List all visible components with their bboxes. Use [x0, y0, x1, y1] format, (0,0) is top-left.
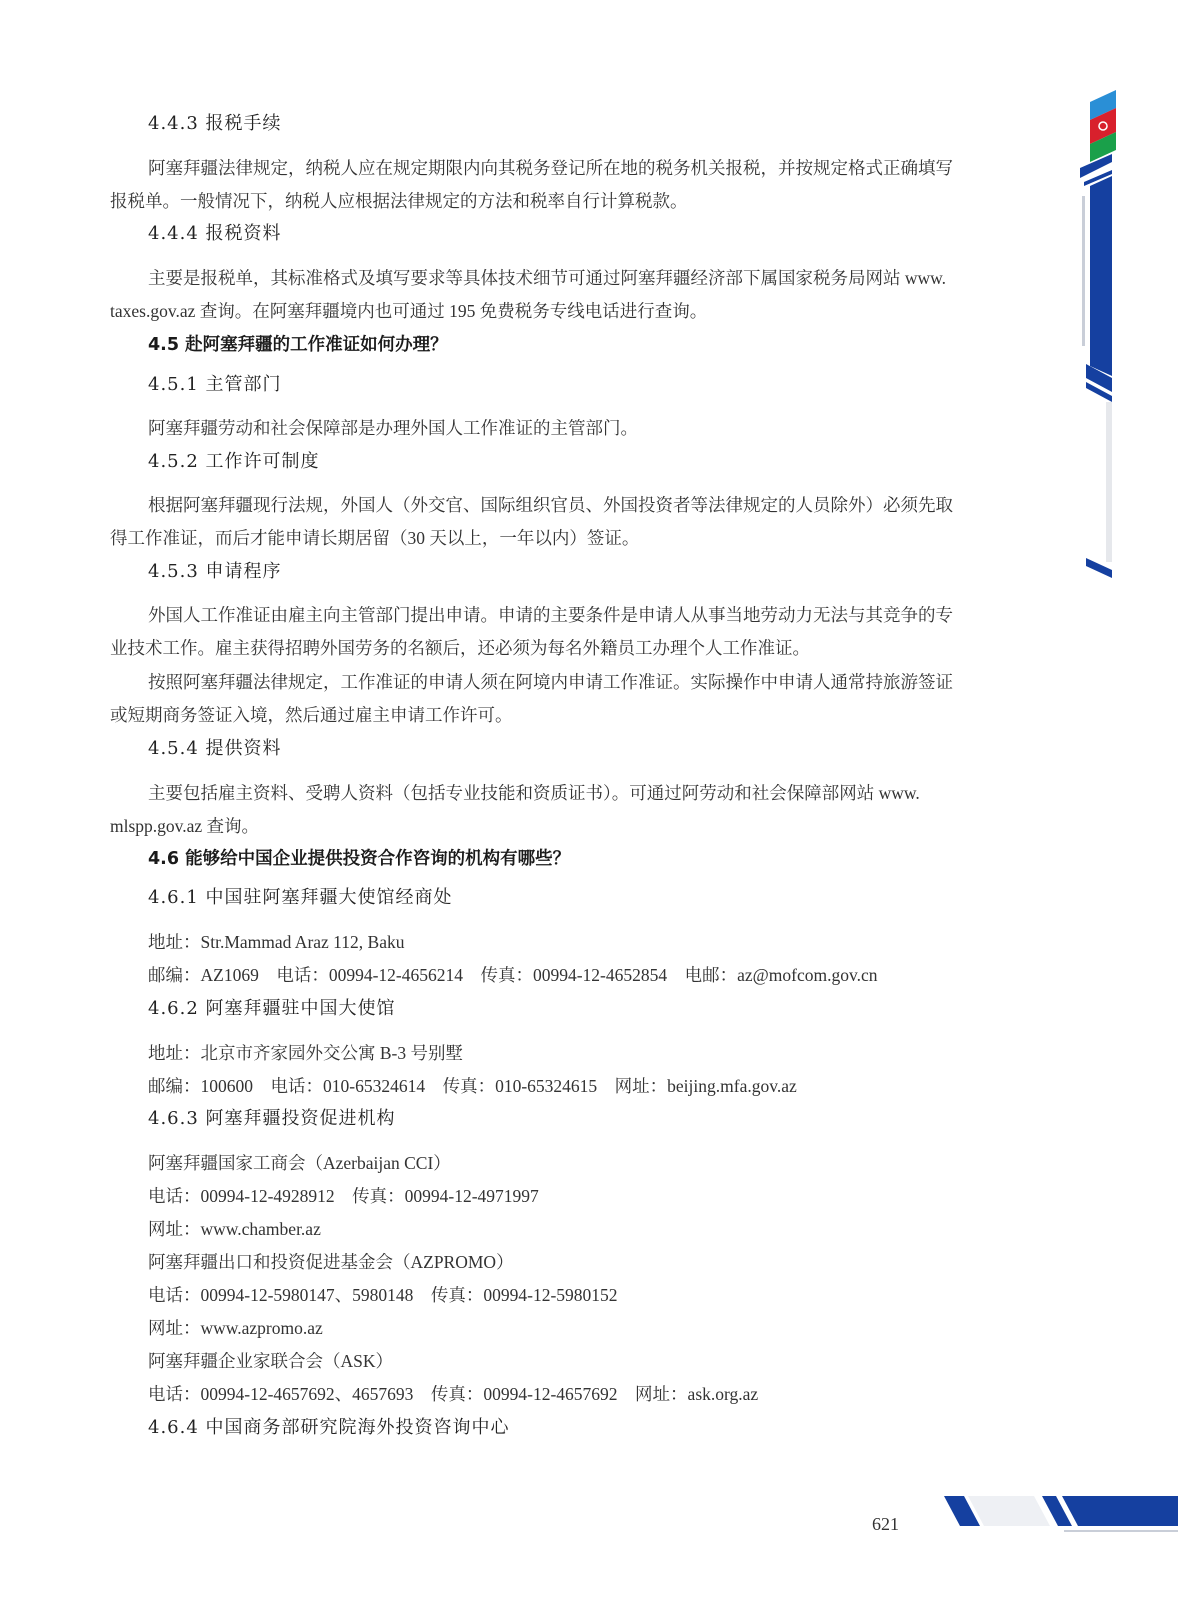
- contact-line: 网址：www.chamber.az: [148, 1219, 321, 1239]
- contact-line: 电话：00994-12-5980147、5980148 传真：00994-12-5980152: [148, 1285, 618, 1305]
- contact-line: 邮编：100600 电话：010-65324614 传真：010-65324615 网址：beijing.mfa.gov.az: [148, 1076, 797, 1096]
- contact-line: 地址：北京市齐家园外交公寓 B-3 号别墅: [148, 1043, 463, 1063]
- chapter-heading: 4.6 能够给中国企业提供投资合作咨询的机构有哪些？: [148, 849, 571, 869]
- paragraph-line: 外国人工作准证由雇主向主管部门提出申请。申请的主要条件是申请人从事当地劳动力无法与其竞争的专: [148, 605, 953, 625]
- footer-decoration: [944, 1490, 1178, 1534]
- contact-line: 地址：Str.Mammad Araz 112, Baku: [148, 932, 405, 952]
- section-heading: 4.6.3 阿塞拜疆投资促进机构: [148, 1108, 396, 1129]
- thin-line: [1082, 196, 1085, 346]
- contact-line: 阿塞拜疆国家工商会（Azerbaijan CCI）: [148, 1153, 451, 1173]
- paragraph-line: 按照阿塞拜疆法律规定，工作准证的申请人须在阿境内申请工作准证。实际操作中申请人通常持旅游签证: [148, 672, 953, 692]
- paragraph-line: 根据阿塞拜疆现行法规，外国人（外交官、国际组织官员、外国投资者等法律规定的人员除外）必须先取: [148, 495, 953, 515]
- page-number: 621: [872, 1514, 899, 1534]
- contact-line: 电话：00994-12-4928912 传真：00994-12-4971997: [148, 1186, 539, 1206]
- paragraph-line: 业技术工作。雇主获得招聘外国劳务的名额后，还必须为每名外籍员工办理个人工作准证。: [110, 638, 810, 658]
- blue-band: [1090, 176, 1112, 376]
- section-heading: 4.5.3 申请程序: [148, 561, 282, 582]
- paragraph-line: 得工作准证，而后才能申请长期居留（30 天以上，一年以内）签证。: [110, 528, 640, 548]
- paragraph-line: 阿塞拜疆法律规定，纳税人应在规定期限内向其税务登记所在地的税务机关报税，并按规定格式正确填写: [148, 158, 953, 178]
- paragraph-line: 或短期商务签证入境，然后通过雇主申请工作许可。: [110, 705, 513, 725]
- azerbaijan-flag-icon: [1090, 90, 1116, 162]
- contact-line: 邮编：AZ1069 电话：00994-12-4656214 传真：00994-12-4652854 电邮：az@mofcom.gov.cn: [148, 965, 878, 985]
- chapter-heading: 4.5 赴阿塞拜疆的工作准证如何办理？: [148, 335, 448, 355]
- section-heading: 4.4.3 报税手续: [148, 113, 282, 134]
- section-heading: 4.5.4 提供资料: [148, 738, 282, 759]
- paragraph-line: taxes.gov.az 查询。在阿塞拜疆境内也可通过 195 免费税务专线电话进行查询。: [110, 301, 708, 321]
- contact-line: 网址：www.azpromo.az: [148, 1318, 323, 1338]
- blue-band: [1062, 1496, 1178, 1526]
- section-heading: 4.6.4 中国商务部研究院海外投资咨询中心: [148, 1417, 510, 1438]
- section-heading: 4.6.2 阿塞拜疆驻中国大使馆: [148, 998, 396, 1019]
- paragraph-line: 报税单。一般情况下，纳税人应根据法律规定的方法和税率自行计算税款。: [110, 191, 688, 211]
- contact-line: 电话：00994-12-4657692、4657693 传真：00994-12-4657692 网址：ask.org.az: [148, 1384, 759, 1404]
- side-decoration: [1076, 86, 1178, 586]
- contact-line: 阿塞拜疆企业家联合会（ASK）: [148, 1351, 394, 1371]
- grey-band: [1106, 402, 1112, 562]
- thin-line: [1064, 1530, 1178, 1532]
- chevron-stripe: [968, 1496, 1050, 1526]
- section-heading: 4.4.4 报税资料: [148, 223, 282, 244]
- paragraph-line: 主要是报税单，其标准格式及填写要求等具体技术细节可通过阿塞拜疆经济部下属国家税务局网站 www.: [148, 268, 947, 288]
- contact-line: 阿塞拜疆出口和投资促进基金会（AZPROMO）: [148, 1252, 514, 1272]
- paragraph-line: mlspp.gov.az 查询。: [110, 816, 260, 836]
- paragraph-line: 主要包括雇主资料、受聘人资料（包括专业技能和资质证书）。可通过阿劳动和社会保障部网站 www.: [148, 783, 920, 803]
- section-heading: 4.5.2 工作许可制度: [148, 451, 320, 472]
- paragraph-line: 阿塞拜疆劳动和社会保障部是办理外国人工作准证的主管部门。: [148, 418, 638, 438]
- section-heading: 4.5.1 主管部门: [148, 374, 282, 395]
- section-heading: 4.6.1 中国驻阿塞拜疆大使馆经商处: [148, 887, 453, 908]
